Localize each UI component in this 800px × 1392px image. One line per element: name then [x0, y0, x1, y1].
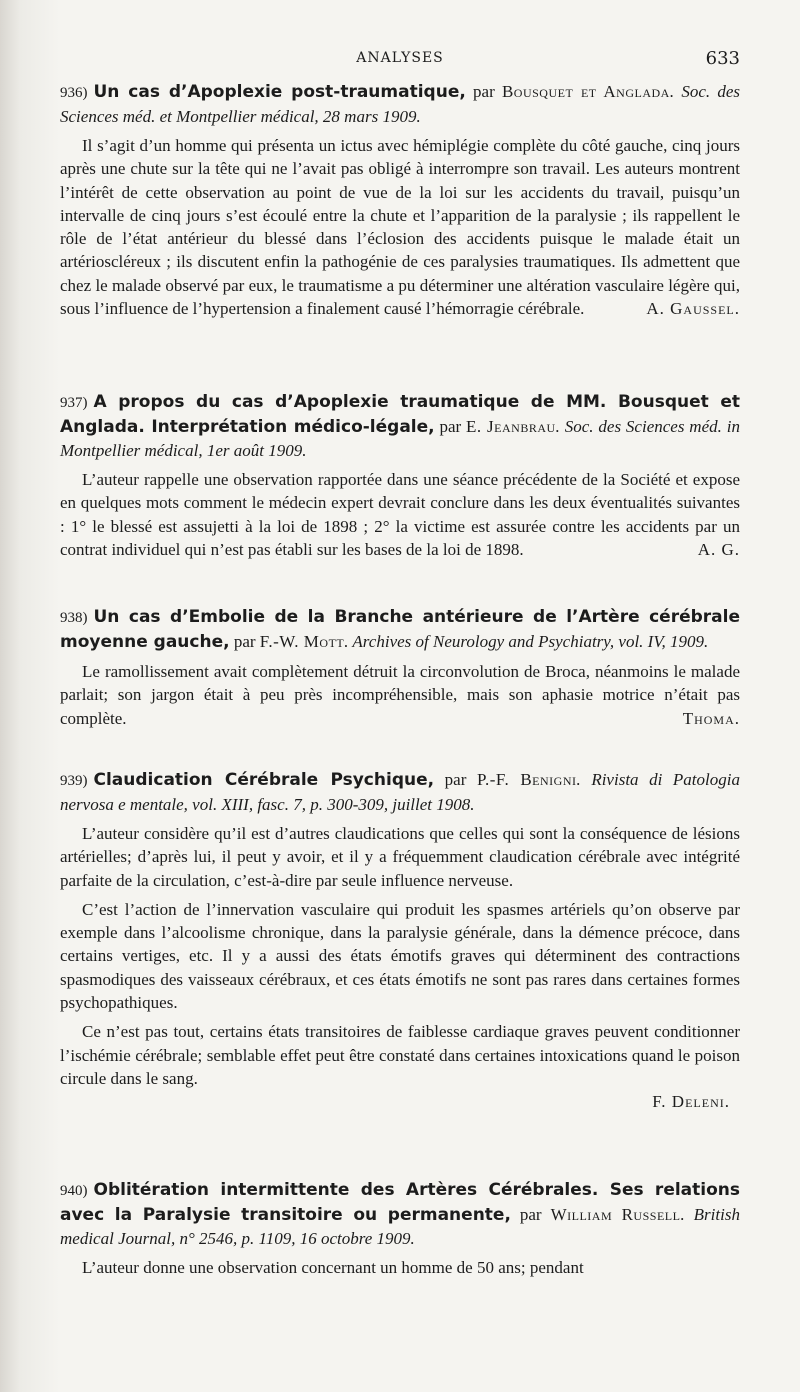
running-title: ANALYSES	[356, 50, 444, 66]
article-number: 939)	[60, 773, 88, 789]
article-signature: Thoma.	[682, 708, 740, 728]
article-paragraph	[60, 468, 740, 561]
article-number: 936)	[60, 85, 88, 101]
article-937	[60, 390, 740, 561]
article-source: . Soc. des Sciences méd. et Montpellier médical, 28 mars 1909.	[60, 82, 740, 126]
page-number: 633	[705, 48, 740, 69]
article-paragraph: Ce n’est pas tout, certains états transitoires de faiblesse cardiaque graves peuvent conditionner l’ischémie cérébrale; semblable effet peut être constaté dans certaines intoxications quand le poison circule dans le sang.	[60, 1022, 740, 1088]
article-heading	[60, 605, 740, 654]
article-940	[60, 1178, 740, 1279]
article-heading	[60, 768, 740, 816]
article-by: par	[434, 770, 477, 789]
article-authors: E. Jeanbrau	[466, 417, 556, 436]
article-signature: A. Gaussel.	[646, 299, 740, 319]
article-number: 938)	[60, 610, 88, 626]
article-signature: F. Deleni.	[652, 1092, 730, 1112]
article-source: . Rivista di Patologia nervosa e mentale, vol. XIII, fasc. 7, p. 300-309, juillet 1908.	[60, 770, 740, 814]
article-title: Claudication Cérébrale Psychique,	[93, 770, 435, 790]
article-paragraph: L’auteur considère qu’il est d’autres claudications que celles qui sont la conséquence de lésions artérielles; d’après lui, il peut y avoir, et il y a fréquemment claudication cérébrale avec intégrité parfaite de la circulation, c’est-à-dire par seule influence nerveuse.	[60, 824, 740, 890]
article-authors: Bousquet et Anglada	[501, 82, 670, 101]
paragraph-text: Le ramollissement avait complètement détruit la circonvolution de Broca, néanmoins le malade parlait; son jargon était à peu près incompréhensible, mais son aphasie motrice n’était pas complète.	[60, 662, 740, 728]
article-936	[60, 80, 740, 320]
article-paragraph: C’est l’action de l’innervation vasculaire qui produit les spasmes artériels qu’on observe par exemple dans l’alcoolisme chronique, dans la paralysie générale, dans la démence précoce, dans certains vertiges, etc. Il y a aussi des états émotifs graves qui déterminent des contractions spasmodiques des vaisseaux cérébraux, et ces états émotifs ne sont pas rares dans certaines formes psychopathiques.	[60, 899, 740, 1013]
article-heading	[60, 390, 740, 462]
article-heading	[60, 80, 740, 128]
paragraph-text: L’auteur rappelle une observation rapportée dans une séance précédente de la Société et expose en quelques mots comment le médecin expert devrait conclure dans les deux éventualités suivantes : 1° le blessé est assujetti à la loi de 1898 ; 2° la victime est assurée contre les accidents par un contrat individuel qui n’est pas établi sur les bases de la loi de 1898.	[60, 470, 740, 559]
article-by: par	[510, 1205, 551, 1224]
paragraph-text: Il s’agit d’un homme qui présenta un ictus avec hémiplégie complète du côté gauche, cinq jours après une chute sur la tête qui ne l’avait pas obligé à interrompre son travail. Les auteurs montrent l’intérêt de cette observation au point de vue de la loi sur les accidents du travail, puisqu’un intervalle de cinq jours s’est écoulé entre la chute et l’apparition de la paralysie ; ils rappellent le rôle de l’état antérieur du blessé dans l’éclosion des accidents puisque le malade était un artérioscléreux ; ils discutent enfin la pathogénie de ces paralysies traumatiques. Ils admettent que chez le malade observé par eux, le traumatisme a pu déterminer une altération vasculaire légère qui, sous l’influence de l’hypertension a finalement causé l’hémorragie cérébrale.	[60, 136, 740, 319]
article-by: par	[229, 632, 260, 651]
article-938	[60, 605, 740, 730]
article-number: 937)	[60, 395, 88, 411]
article-title: Oblitération intermittente des Artères Cérébrales. Ses relations avec la Paralysie transitoire ou permanente,	[60, 1180, 740, 1225]
article-title: A propos du cas d’Apoplexie traumatique de MM. Bousquet et Anglada. Interprétation médico-légale,	[60, 392, 740, 437]
article-paragraph: L’auteur donne une observation concernant un homme de 50 ans; pendant	[82, 1258, 584, 1277]
article-authors: F.-W. Mott	[259, 632, 345, 651]
article-title: Un cas d’Embolie de la Branche antérieure de l’Artère cérébrale moyenne gauche,	[60, 607, 740, 652]
article-authors: P.-F. Benigni	[476, 770, 577, 789]
article-number: 940)	[60, 1183, 88, 1199]
article-by: par	[434, 417, 467, 436]
article-paragraph	[60, 660, 740, 730]
article-source: . Archives of Neurology and Psychiatry, vol. IV, 1909.	[344, 632, 709, 651]
article-paragraph	[60, 134, 740, 320]
running-header	[60, 50, 740, 74]
article-by: par	[465, 82, 502, 101]
article-heading	[60, 1178, 740, 1250]
article-939	[60, 768, 740, 1112]
article-source: . Soc. des Sciences méd. in Montpellier médical, 1er août 1909.	[60, 417, 740, 460]
article-source: . British medical Journal, n° 2546, p. 1109, 16 octobre 1909.	[60, 1205, 740, 1248]
article-signature: A. G.	[697, 539, 740, 559]
article-title: Un cas d’Apoplexie post-traumatique,	[93, 82, 466, 102]
article-authors: William Russell	[550, 1205, 681, 1224]
